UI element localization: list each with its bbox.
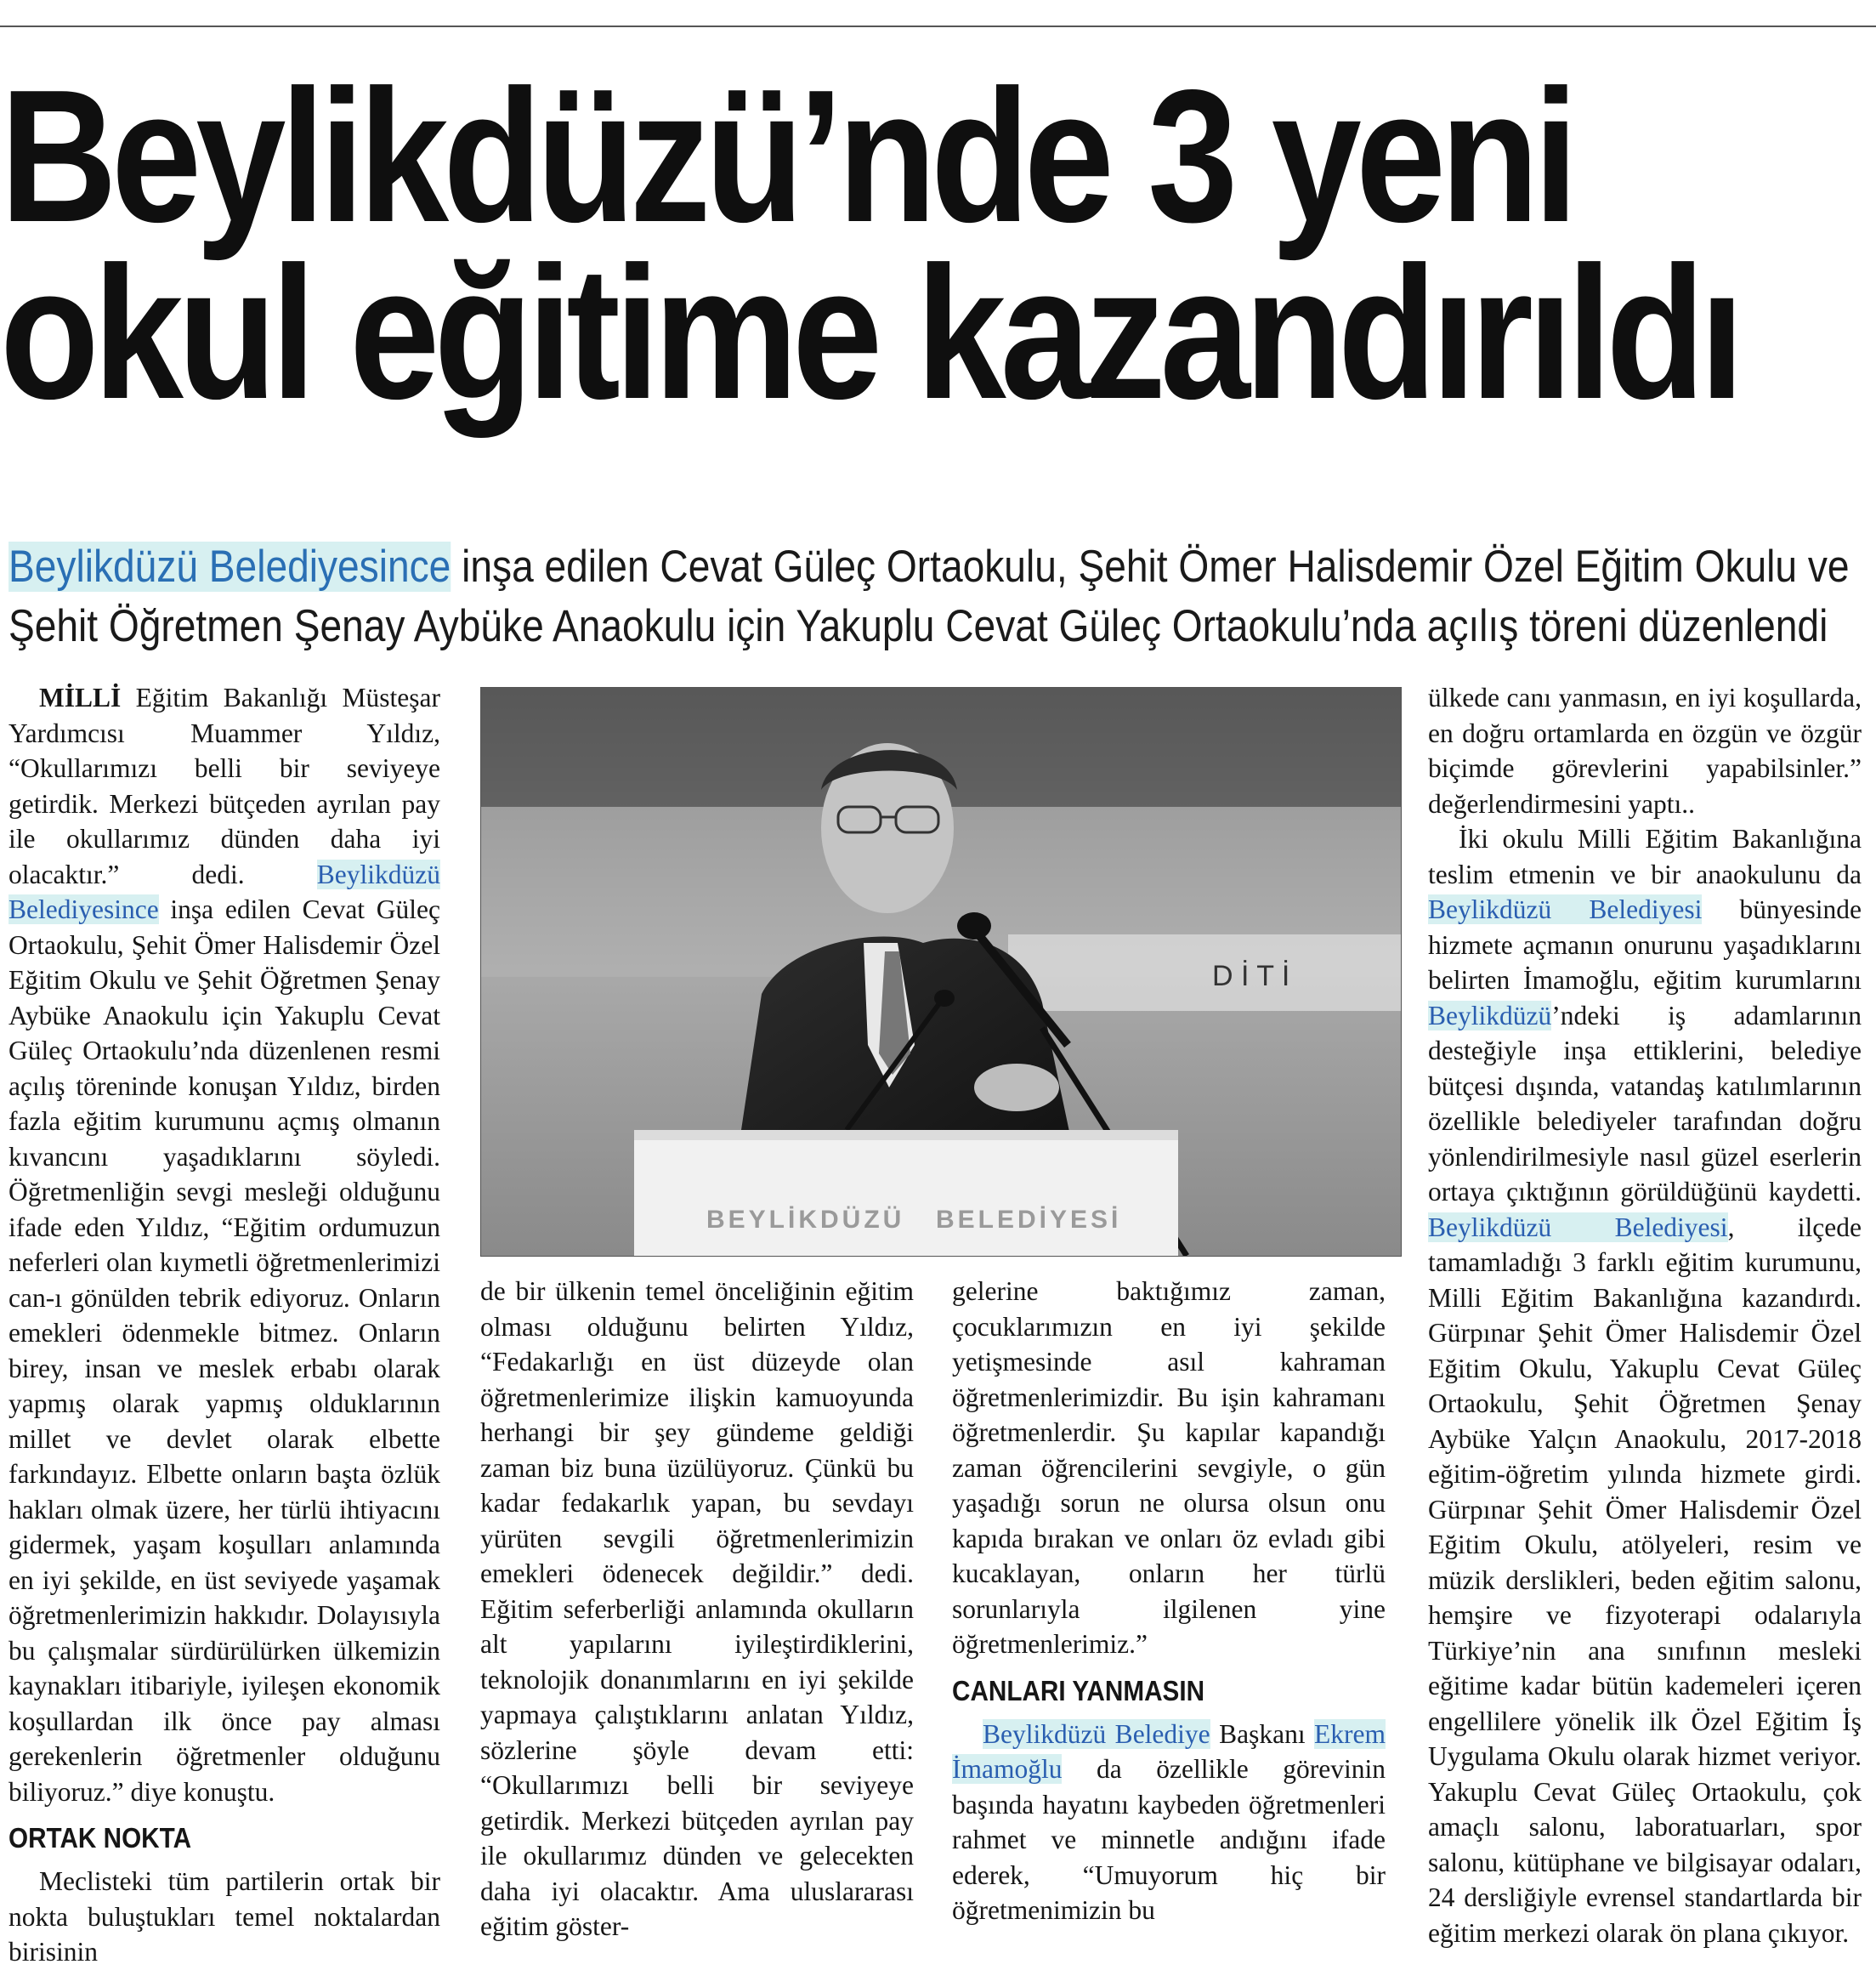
column-3 xyxy=(952,1274,1386,1928)
podium-text-right: BELEDİYESİ xyxy=(936,1206,1122,1234)
col2-paragraph-1: de bir ülkenin temel önceliğinin eğitim olması olduğunu belirten Yıldız, “Fedakarlığı en üst düzeyde olan öğretmenlerimize ilişkin kamuoyunda herhangi bir şey gündeme geldiği zaman biz buna üzülüyoruz. Çünkü bu kadar fedakarlık yapan, bu sevdayı yürüten sevgili öğretmenlerimizin emekleri ödenecek değildir.” dedi. Eğitim seferberliği anlamında okulların alt yapılarını iyileştirdiklerini, teknolojik donanımlarını en iyi şekilde yapmaya çalıştıklarını anlatan Yıldız, sözlerine şöyle devam etti: “Okullarımızı belli bir seviyeye getirdik. Merkezi bütçeden ayrılan pay ile okullarımız dünden ve gelecekten daha iyi olacaktır. Ama uluslararası eğitim göster- xyxy=(480,1276,914,1941)
col1-paragraph-1 xyxy=(9,680,440,1809)
col3-text-a: Başkanı xyxy=(1210,1718,1315,1749)
col4-highlight-2: Beylikdüzü xyxy=(1428,1000,1552,1030)
podium-text-left: BEYLİKDÜZÜ xyxy=(706,1206,905,1234)
col3-paragraph-1: gelerine baktığımız zaman, çocuklarımızın en iyi şekilde yetişmesinde asıl kahraman öğretmenlerimizdir. Bu işin kahramanı öğretmenlerdir. Şu kapılar kapandığı zaman öğrencilerini sevgiyle, o gün yaşadığı sorun ne olursa olsun onu kapıda bırakan ve onları öz evladı gibi kucaklayan, onların her türlü sorunlarıyla ilgilenen yine öğretmenlerimiz.” xyxy=(952,1276,1386,1659)
article-photo xyxy=(480,687,1402,1257)
subhead-canlari-yanmasin: CANLARI YANMASIN xyxy=(952,1674,1205,1706)
col4-text-a: İki okulu Milli Eğitim Bakanlığına teslim etmenin ve bir anaokulunu da xyxy=(1428,824,1862,889)
top-rule xyxy=(0,26,1876,27)
backdrop-text: D İ T İ xyxy=(1212,960,1290,992)
col4-paragraph-2 xyxy=(1428,821,1862,1950)
deck xyxy=(9,537,1850,656)
deck-line-1 xyxy=(9,537,1850,597)
col3-text-b: da özellikle görevinin başında hayatını kaybeden öğretmenleri rahmet ve minnetle andığını ifade ederek, “Umuyorum hiç bir öğretmenimizin bu xyxy=(952,1754,1386,1925)
col3-highlight-1: Beylikdüzü Belediye xyxy=(983,1718,1210,1749)
col4-text-b: bünyesinde hizmete açmanın onurunu yaşadıklarını belirten İmamoğlu, eğitim kurumlarını xyxy=(1428,894,1862,995)
col1-highlight: Beylikdüzü Belediyesince xyxy=(9,859,440,924)
deck-line-2: Şehit Öğretmen Şenay Aybüke Anaokulu için Yakuplu Cevat Güleç Ortaokulu’nda açılış töreni düzenlendi xyxy=(9,601,1828,651)
column-2 xyxy=(480,1274,914,1944)
col4-text-c: ’ndeki iş adamlarının desteğiyle inşa ettiklerini, belediye bütçesi dışında, vatandaş katılımlarının özellikle belediyeler tarafından doğru yönlendirilmesiyle nasıl güzel eserlerin ortaya çıktığının görüldüğünü kaydetti. xyxy=(1428,1000,1862,1206)
podium xyxy=(634,1130,1178,1256)
lead-word: MİLLİ xyxy=(39,683,122,712)
col1-paragraph-2: Meclisteki tüm partilerin ortak bir nokta buluştukları temel noktalardan birisinin xyxy=(9,1866,440,1967)
subhead-ortak-nokta: ORTAK NOKTA xyxy=(9,1822,192,1854)
speaker-hand xyxy=(974,1064,1059,1111)
col4-text-d: , ilçede tamamladığı 3 farklı eğitim kurumunu, Milli Eğitim Bakanlığına kazandırdı. Gürpınar Şehit Ömer Halisdemir Özel Eğitim Okulu, Yakuplu Cevat Güleç Ortaokulu, Şehit Öğretmen Şenay Aybüke Yalçın Anaokulu, 2017-2018 eğitim-öğretim yılında hizmete girdi. Gürpınar Şehit Ömer Halisdemir Özel Eğitim Okulu, atölyeleri, resim ve müzik derslikleri, beden eğitim salonu, hemşire ve fizyoterapi odalarıyla Türkiye’nin ana sınıfının mesleki eğitime kadar bütün kademeleri içeren engellilere yönelik ilk Özel Eğitim İş Uygulama Okulu olarak hizmet veriyor. Yakuplu Cevat Güleç Ortaokulu, çok amaçlı salonu, laboratuarları, spor salonu, kütüphane ve bilgisayar odaları, 24 dersliğiyle evrensel standartlarda bir eğitim merkezi olarak ön plana çıkıyor. xyxy=(1428,1212,1862,1948)
column-1 xyxy=(9,680,440,1970)
headline xyxy=(0,51,1739,439)
headline-line-1: Beylikdüzü’nde 3 yeni xyxy=(0,51,1573,262)
col4-highlight-3: Beylikdüzü Belediyesi xyxy=(1428,1212,1728,1242)
col1-text-b: inşa edilen Cevat Güleç Ortaokulu, Şehit Ömer Halisdemir Özel Eğitim Okulu ve Şehit Öğretmen Şenay Aybüke Anaokulu için Yakuplu Cevat Güleç Ortaokulu’nda düzenlenen resmi açılış töreninde konuşan Yıldız, birden fazla eğitim kurumunu açmış olmanın kıvancını yaşadıklarını söyledi. Öğretmenliğin sevgi mesleği olduğunu ifade eden Yıldız, “Eğitim ordumuzun neferleri olan kıymetli öğretmenlerimizi can-ı gönülden tebrik ediyoruz. Onların emekleri ödenmekle bitmez. Onların birey, insan ve meslek erbabı olarak yapmış olarak yapmış olduklarının millet ve devlet olarak elbette farkındayız. Elbette onların başta özlük hakları olmak üzere, her türlü ihtiyacını gidermek, yaşam koşulları anlamında en iyi şekilde, en üst seviyede yaşamak öğretmenlerimizin hakkıdır. Dolayısıyla bu çalışmalar sürdürülürken ülkemizin kaynakları itibariyle, iyileşen ekonomik koşullardan ilk önce pay alması gerekenlerin öğretmenler olduğunu biliyoruz.” diye konuştu. xyxy=(9,894,440,1807)
col3-highlight-2: Ekrem İmamoğlu xyxy=(952,1718,1386,1784)
col4-paragraph-1: ülkede canı yanmasın, en iyi koşullarda, en doğru ortamlarda en özgün ve özgür biçimde görevlerini yapabilsinler.” değerlendirmesini yaptı.. xyxy=(1428,683,1862,819)
col3-paragraph-2 xyxy=(952,1717,1386,1928)
deck-line-1-rest: inşa edilen Cevat Güleç Ortaokulu, Şehit Ömer Halisdemir Özel Eğitim Okulu ve xyxy=(451,542,1850,592)
col1-text-a: Eğitim Bakanlığı Müsteşar Yardımcısı Muammer Yıldız, “Okullarımızı belli bir seviyeye getirdik. Merkezi bütçeden ayrılan pay ile okullarımız dünden daha iyi olacaktır.” dedi. xyxy=(9,683,440,889)
deck-highlight: Beylikdüzü Belediyesince xyxy=(9,542,451,592)
col4-highlight-1: Beylikdüzü Belediyesi xyxy=(1428,894,1703,924)
headline-line-2: okul eğitime kazandırıldı xyxy=(0,228,1739,439)
column-4 xyxy=(1428,680,1862,1950)
